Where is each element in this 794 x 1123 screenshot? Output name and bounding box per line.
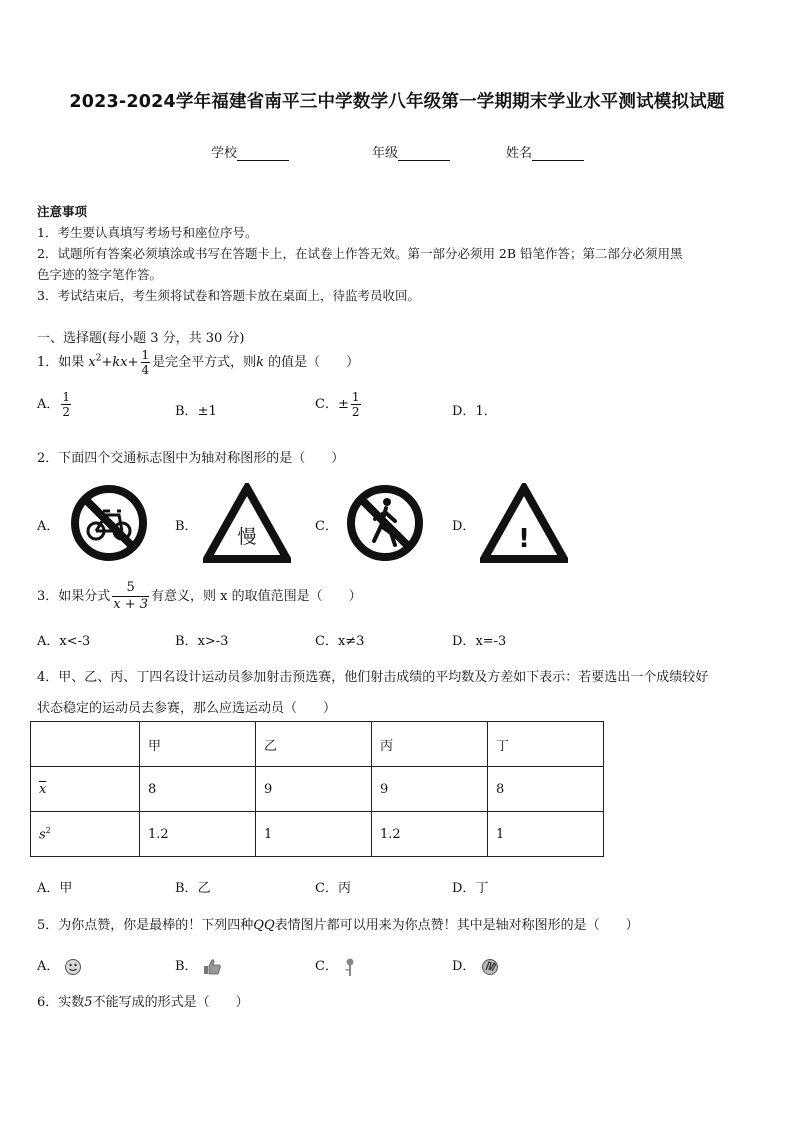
q1-frac-num: 1	[141, 348, 150, 362]
notice-item-2: 2．试题所有答案必须填涂或书写在答题卡上，在试卷上作答无效。第一部分必须用 2B 铅笔作答；第二部分必须用黑	[37, 246, 683, 261]
table-cell: 9	[372, 767, 488, 812]
q6-text-after: 不能写成的形式是（ ）	[92, 995, 249, 1010]
q2-option-a-label[interactable]: A．	[37, 519, 60, 534]
warning-sign-icon[interactable]	[480, 483, 568, 563]
q3-option-d-label: D．	[452, 634, 476, 649]
table-cell: 1	[488, 812, 604, 857]
question-4-line-2: 状态稳定的运动员去参赛，那么应选运动员（ ）	[37, 701, 337, 716]
q5-option-c[interactable]	[315, 955, 358, 977]
question-2: 2．下面四个交通标志图中为轴对称图形的是（ ）	[37, 451, 345, 466]
question-5	[37, 914, 639, 933]
q5-option-a-label: A．	[37, 959, 60, 974]
q2-option-d-label[interactable]: D．	[452, 519, 476, 534]
table-cell: 9	[256, 767, 372, 812]
q5-option-b-label: B．	[175, 959, 198, 974]
q1-option-a-frac	[61, 390, 71, 419]
table-cell: 1.2	[140, 812, 256, 857]
table-cell: 1	[256, 812, 372, 857]
q4-option-d[interactable]	[452, 877, 488, 896]
scores-table	[30, 721, 604, 857]
school-field[interactable]	[211, 142, 289, 161]
table-header-cell: 乙	[256, 722, 372, 767]
section-1-heading: 一、选择题(每小题 3 分，共 30 分)	[37, 331, 245, 346]
question-3	[37, 580, 362, 613]
q4-option-b-label: B．	[175, 881, 198, 896]
q3-option-c-text: x≠3	[337, 634, 365, 649]
notice-item-2-cont: 色字迹的签字笔作答。	[37, 267, 163, 282]
q3-option-d[interactable]	[452, 630, 506, 649]
name-label: 姓名	[506, 146, 533, 161]
notice-item-3: 3．考试结束后，考生须将试卷和答题卡放在桌面上，待监考员收回。	[37, 288, 420, 303]
table-row-variance	[31, 812, 604, 857]
q1-option-b-label: B．	[175, 404, 198, 419]
q3-fraction	[112, 580, 149, 613]
q1-number: 1．如果	[37, 355, 85, 370]
q5-option-a[interactable]	[37, 955, 82, 976]
q1-expr-mid: +kx+	[101, 355, 139, 370]
q6-number: 5	[84, 995, 93, 1010]
mean-label-cell	[31, 767, 140, 812]
table-header-row	[31, 722, 604, 767]
q4-option-d-text: 丁	[475, 881, 489, 896]
q5-text-before: 5．为你点赞，你是最棒的！下列四种	[37, 918, 254, 933]
q4-option-b-text: 乙	[197, 881, 211, 896]
q3-option-a-label: A．	[37, 634, 60, 649]
grade-field[interactable]	[372, 142, 450, 161]
q3-option-a[interactable]	[37, 630, 90, 649]
q1-text-after: 是完全平方式，则	[152, 355, 257, 370]
smiley-face-icon	[64, 958, 82, 976]
q1-sup: 2	[95, 353, 102, 364]
variance-sup: 2	[45, 825, 51, 835]
q1-option-c-frac	[351, 390, 361, 419]
q4-option-a[interactable]	[37, 877, 72, 896]
q5-option-d-label: D．	[452, 959, 476, 974]
q3-option-b-label: B．	[175, 634, 198, 649]
table-header-cell: 丁	[488, 722, 604, 767]
mean-symbol: $\overline{x}$	[39, 781, 47, 797]
table-cell: 8	[140, 767, 256, 812]
q5-option-b[interactable]	[175, 955, 222, 976]
q1-a-den: 2	[62, 405, 71, 419]
variance-symbol: s	[39, 827, 46, 843]
school-label: 学校	[211, 146, 238, 161]
q1-a-num: 1	[62, 390, 71, 404]
school-blank[interactable]	[237, 146, 289, 161]
q5-option-d[interactable]	[452, 955, 500, 976]
exam-title: 2023-2024学年福建省南平三中学数学八年级第一学期期末学业水平测试模拟试题	[69, 92, 725, 112]
q4-option-d-label: D．	[452, 881, 476, 896]
name-blank[interactable]	[532, 146, 584, 161]
q2-option-b-label[interactable]: B．	[175, 519, 198, 534]
q5-option-c-label: C．	[315, 959, 338, 974]
q1-option-d[interactable]	[452, 400, 497, 419]
table-header-cell: 丙	[372, 722, 488, 767]
q4-option-a-text: 甲	[59, 881, 73, 896]
q1-option-b[interactable]	[175, 400, 217, 419]
q1-option-c-prefix: ±	[337, 397, 349, 412]
q1-option-a-label: A．	[37, 397, 60, 412]
q3-option-b[interactable]	[175, 630, 228, 649]
no-bicycle-sign-icon[interactable]	[69, 483, 149, 563]
q3-option-a-text: x<-3	[59, 634, 91, 649]
rose-icon	[342, 957, 358, 977]
q5-qq: QQ	[253, 918, 275, 933]
q1-option-d-label: D．	[452, 404, 476, 419]
q3-option-d-text: x=-3	[475, 634, 507, 649]
thumbs-up-icon	[202, 958, 222, 976]
q1-fraction	[141, 348, 151, 377]
notice-item-1: 1．考生要认真填写考场号和座位序号。	[37, 225, 258, 240]
table-cell: 8	[488, 767, 604, 812]
q1-x: x	[88, 355, 96, 370]
q1-option-c[interactable]	[315, 390, 363, 419]
variance-label-cell	[31, 812, 140, 857]
q4-option-c-text: 丙	[337, 881, 351, 896]
name-field[interactable]	[506, 142, 584, 161]
table-header-cell	[31, 722, 140, 767]
q4-option-a-label: A．	[37, 881, 60, 896]
grade-label: 年级	[372, 146, 399, 161]
q1-option-c-label: C．	[315, 397, 338, 412]
q3-frac-num: 5	[112, 580, 149, 597]
question-1	[37, 348, 359, 377]
q4-option-b[interactable]	[175, 877, 211, 896]
q2-option-c-label[interactable]: C．	[315, 519, 338, 534]
q1-k: k	[256, 355, 265, 370]
q4-option-c-label: C．	[315, 881, 338, 896]
q1-option-a[interactable]	[37, 390, 73, 419]
q1-option-d-text: 1．	[475, 404, 497, 419]
question-4-line-1: 4．甲、乙、丙、丁四名设计运动员参加射击预选赛，他们射击成绩的平均数及方差如下表示：若要选出一个成绩较好	[37, 670, 709, 685]
q3-option-b-text: x>-3	[197, 634, 229, 649]
question-6	[37, 991, 249, 1010]
slow-sign-icon[interactable]	[203, 483, 291, 563]
grade-blank[interactable]	[398, 146, 450, 161]
q3-option-c-label: C．	[315, 634, 338, 649]
q6-text-before: 6．实数	[37, 995, 85, 1010]
table-row-mean	[31, 767, 604, 812]
clapping-hands-icon	[480, 958, 500, 976]
q4-option-c[interactable]	[315, 877, 351, 896]
table-header-cell: 甲	[140, 722, 256, 767]
notice-heading: 注意事项	[37, 204, 88, 219]
slow-sign-char: 慢	[237, 526, 257, 548]
warning-sign-char: !	[518, 524, 530, 554]
no-pedestrian-sign-icon[interactable]	[345, 483, 425, 563]
q1-c-den: 2	[351, 405, 360, 419]
q1-c-num: 1	[351, 390, 360, 404]
table-cell: 1.2	[372, 812, 488, 857]
q3-option-c[interactable]	[315, 630, 364, 649]
q3-frac-den: x + 3	[113, 597, 149, 612]
q3-text-before: 3．如果分式	[37, 589, 111, 604]
q1-frac-den: 4	[141, 363, 150, 377]
q1-option-b-text: ±1	[197, 404, 217, 419]
q1-text-end: 的值是（ ）	[264, 355, 360, 370]
q3-text-after: 有意义，则 x 的取值范围是（ ）	[151, 589, 362, 604]
q5-text-after: 表情图片都可以用来为你点赞！其中是轴对称图形的是（ ）	[274, 918, 639, 933]
